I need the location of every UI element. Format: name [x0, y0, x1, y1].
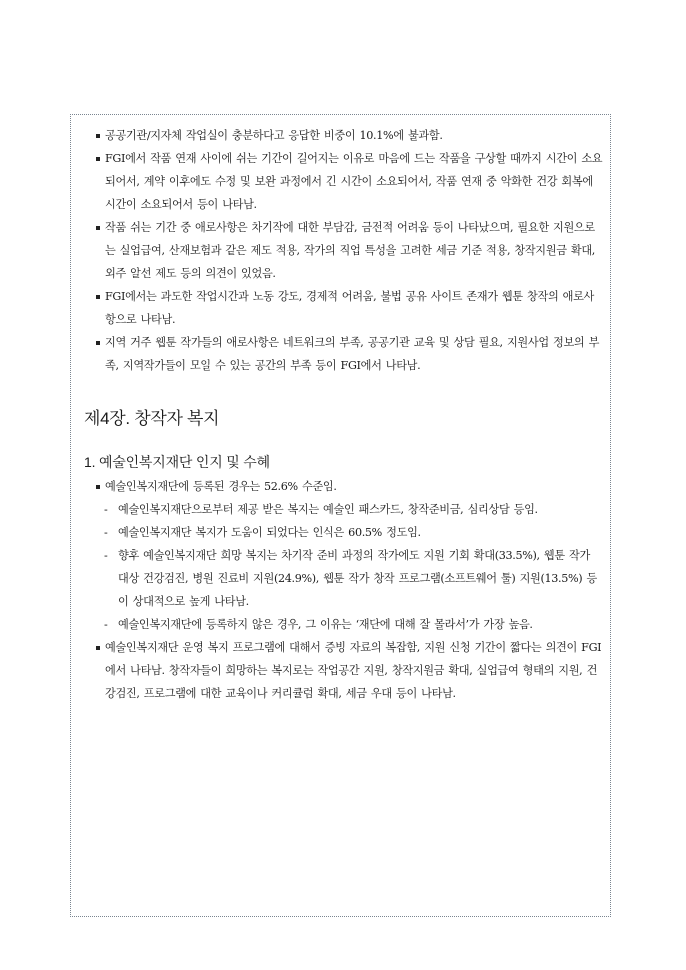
bullet-text: 작품 쉬는 기간 중 애로사항은 차기작에 대한 부담감, 금전적 어려움 등이 나타났으며, 필요한 지원으로는 실업급여, 산재보험과 같은 제도 적용, 작가의 직업 특성을 고려한 세금 기준 적용, 창작지원금 확대, 외주 알선 제도 등의 의견이 있었음.	[105, 221, 595, 280]
dash-item	[84, 544, 604, 613]
bullet-item	[84, 216, 604, 285]
document-body	[84, 124, 604, 705]
dash-bullet-icon: -	[104, 503, 108, 516]
dash-bullet-icon: -	[104, 549, 108, 562]
bullet-text: 지역 거주 웹툰 작가들의 애로사항은 네트워크의 부족, 공공기관 교육 및 상담 필요, 지원사업 정보의 부족, 지역작가들이 모일 수 있는 공간의 부족 등이 FGI에서 나타남.	[105, 336, 600, 372]
bullet-item	[84, 475, 604, 498]
dash-bullet-icon: -	[104, 618, 108, 631]
dash-text: 예술인복지재단 복지가 도움이 되었다는 인식은 60.5% 정도임.	[118, 526, 421, 539]
bullet-item	[84, 331, 604, 377]
square-bullet-icon	[96, 134, 100, 138]
section-title: 1. 예술인복지재단 인지 및 수혜	[84, 454, 270, 470]
square-bullet-icon	[96, 226, 100, 230]
bullet-text: FGI에서 작품 연재 사이에 쉬는 기간이 길어지는 이유로 마음에 드는 작품을 구상할 때까지 시간이 소요되어서, 계약 이후에도 수정 및 보완 과정에서 긴 시간이 소요되어서, 작품 연재 중 악화한 건강 회복에 시간이 소요되어서 등이 나타남.	[105, 152, 603, 211]
bullet-item	[84, 285, 604, 331]
dash-item	[84, 613, 604, 636]
chapter-title: 제4장. 창작자 복지	[84, 409, 220, 428]
dash-item	[84, 498, 604, 521]
section-bullet-list	[84, 475, 604, 705]
dash-item	[84, 521, 604, 544]
bullet-item	[84, 636, 604, 705]
dash-text: 향후 예술인복지재단 희망 복지는 차기작 준비 과정의 작가에도 지원 기회 확대(33.5%), 웹툰 작가 대상 건강검진, 병원 진료비 지원(24.9%), 웹툰 작가 창작 프로그램(소프트웨어 툴) 지원(13.5%) 등이 상대적으로 높게 나타남.	[118, 549, 597, 608]
bullet-text: 예술인복지재단 운영 복지 프로그램에 대해서 증빙 자료의 복잡함, 지원 신청 기간이 짧다는 의견이 FGI에서 나타남. 창작자들이 희망하는 복지로는 작업공간 지원, 창작지원금 확대, 실업급여 형태의 지원, 건강검진, 프로그램에 대한 교육이나 커리큘럼 확대, 세금 우대 등이 나타남.	[105, 641, 602, 700]
bullet-text: 공공기관/지자체 작업실이 충분하다고 응답한 비중이 10.1%에 불과함.	[105, 129, 443, 142]
bullet-text: FGI에서는 과도한 작업시간과 노동 강도, 경제적 어려움, 불법 공유 사이트 존재가 웹툰 창작의 애로사항으로 나타남.	[105, 290, 594, 326]
square-bullet-icon	[96, 485, 100, 489]
intro-bullet-list	[84, 124, 604, 377]
bullet-item	[84, 124, 604, 147]
square-bullet-icon	[96, 295, 100, 299]
square-bullet-icon	[96, 341, 100, 345]
dash-text: 예술인복지재단으로부터 제공 받은 복지는 예술인 패스카드, 창작준비금, 심리상담 등임.	[118, 503, 538, 516]
square-bullet-icon	[96, 157, 100, 161]
bullet-text: 예술인복지재단에 등록된 경우는 52.6% 수준임.	[105, 480, 337, 493]
square-bullet-icon	[96, 646, 100, 650]
dash-text: 예술인복지재단에 등록하지 않은 경우, 그 이유는 ‘재단에 대해 잘 몰라서’가 가장 높음.	[118, 618, 533, 631]
bullet-item	[84, 147, 604, 216]
dash-bullet-icon: -	[104, 526, 108, 539]
